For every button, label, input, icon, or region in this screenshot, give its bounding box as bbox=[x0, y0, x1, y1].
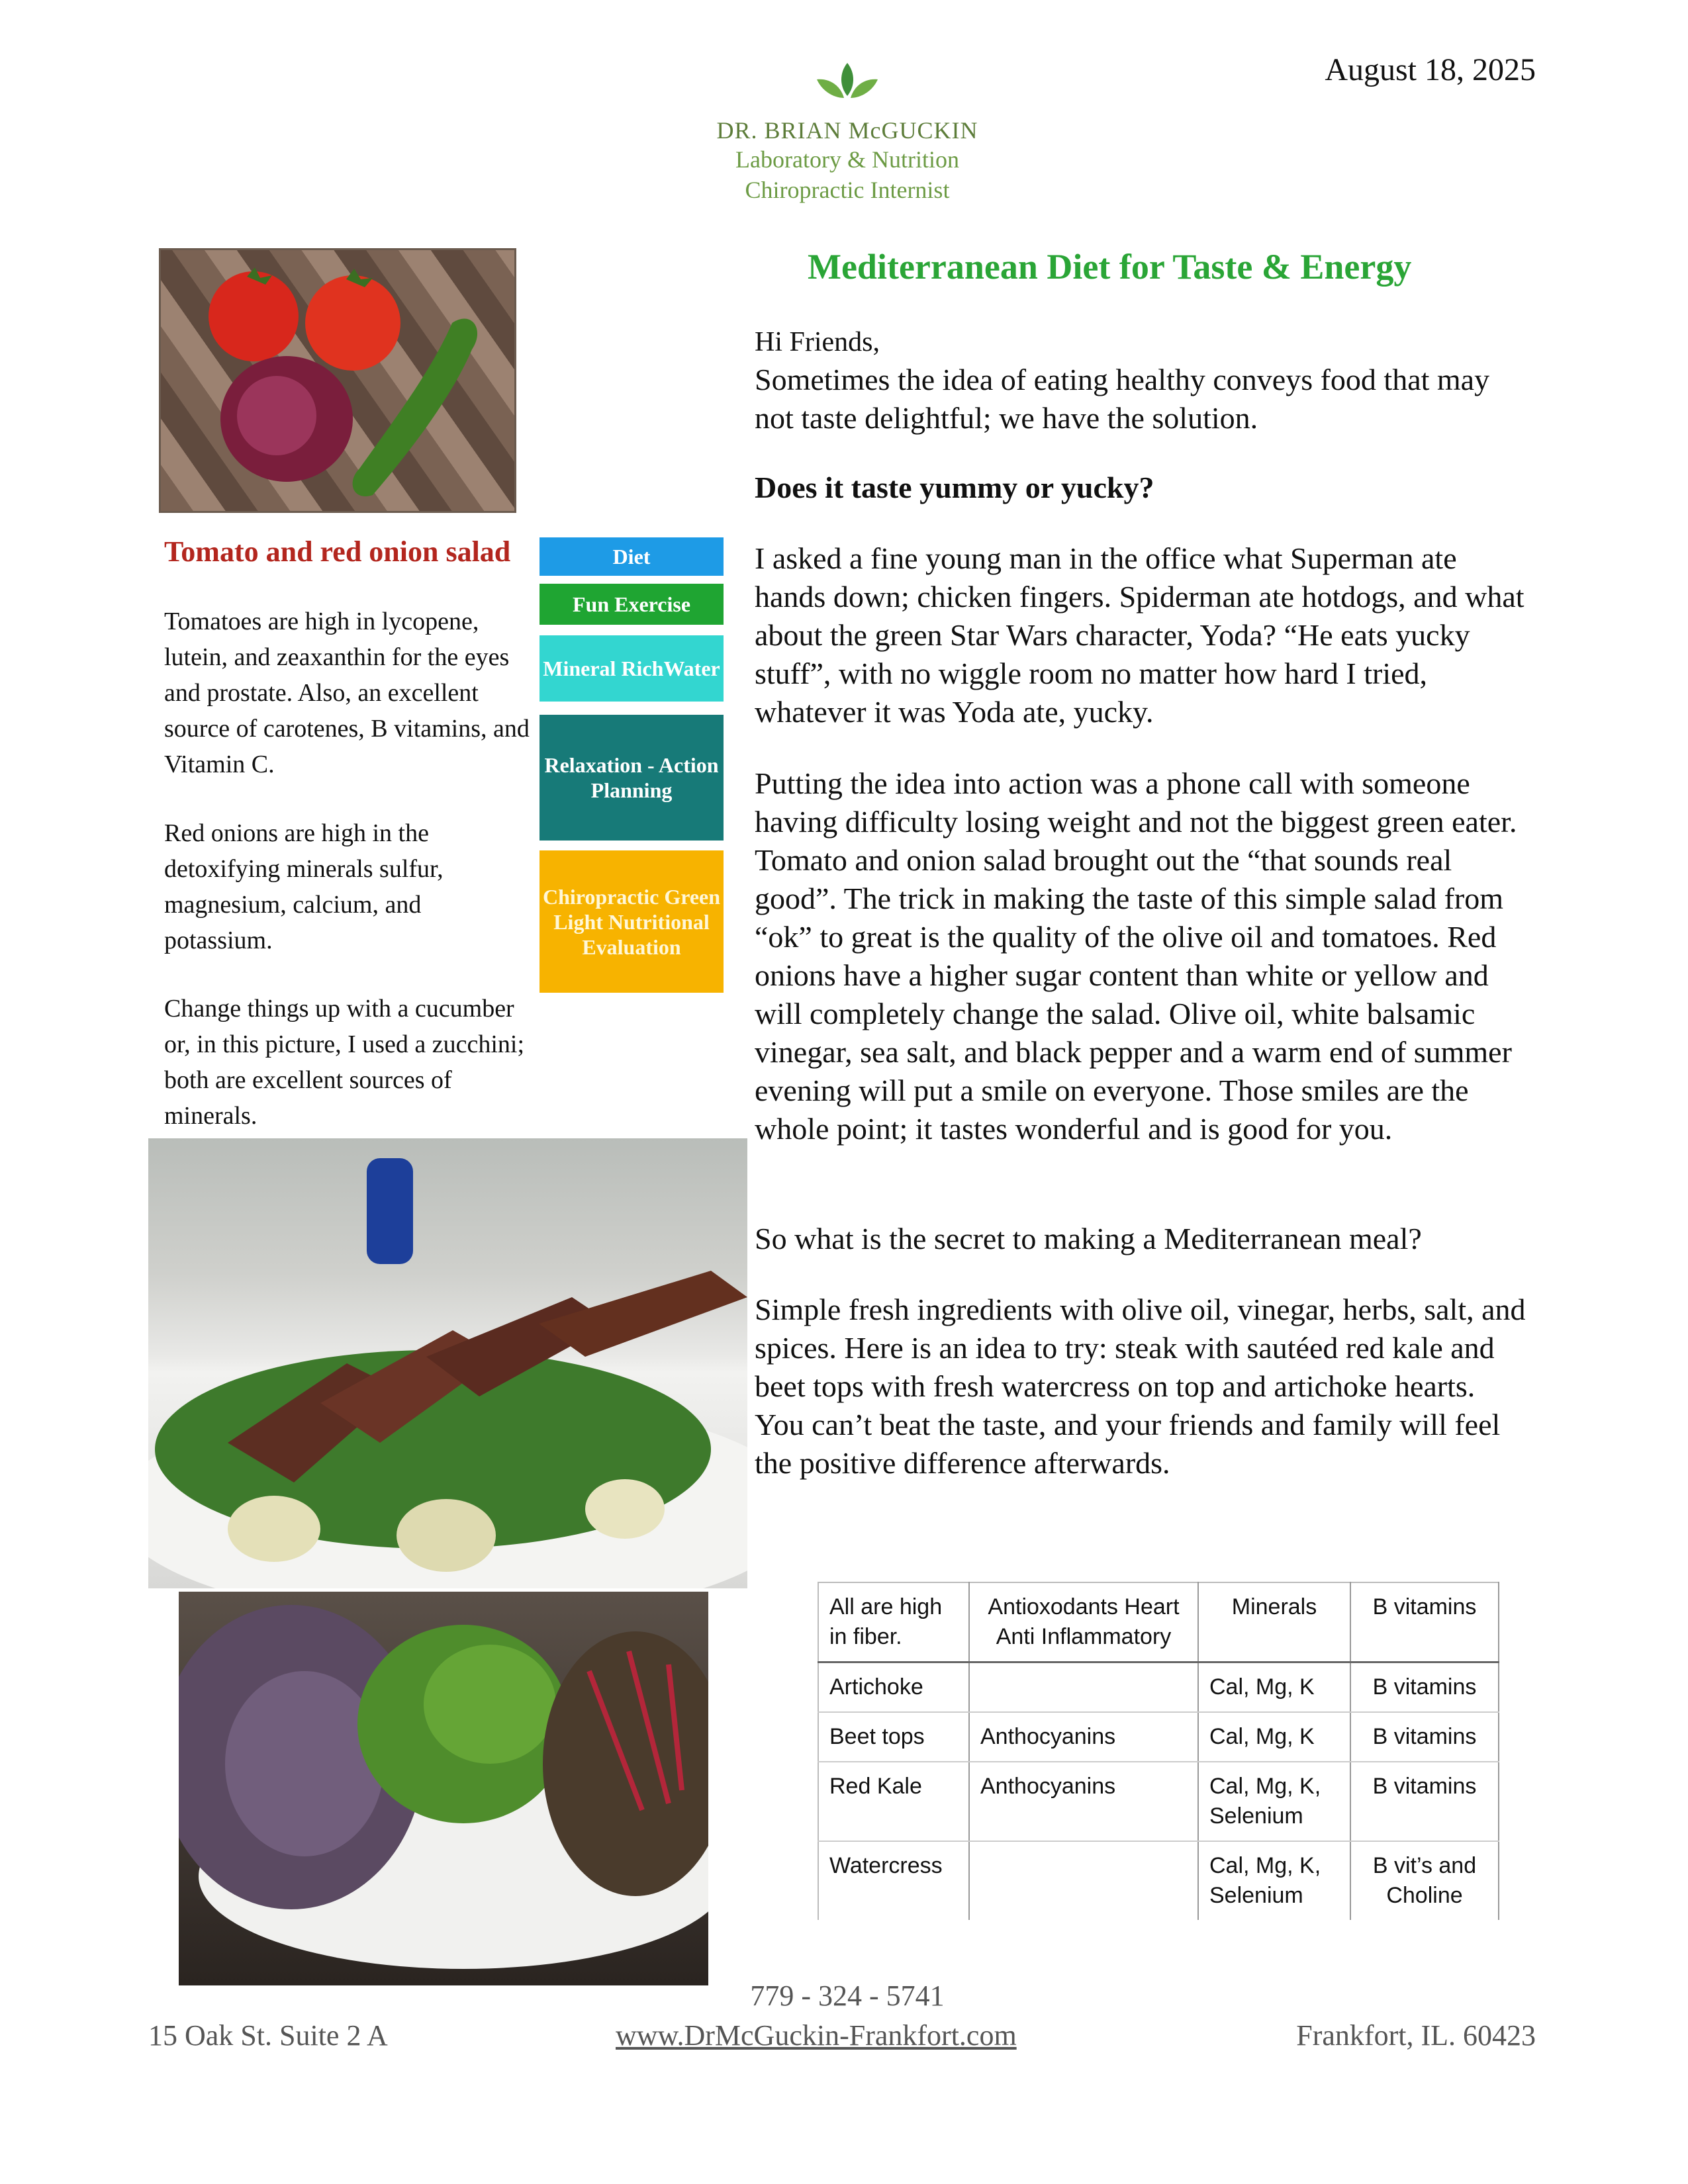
nutrition-table bbox=[818, 1582, 1499, 1920]
footer-city: Frankfort, IL. 60423 bbox=[1296, 2019, 1536, 2052]
article-title: Mediterranean Diet for Taste & Energy bbox=[808, 247, 1412, 287]
table-cell bbox=[969, 1841, 1198, 1920]
greens-illustration-icon bbox=[179, 1592, 708, 1985]
sidebar-paragraph-onions: Red onions are high in the detoxifying minerals sulfur, magnesium, calcium, and potassium. bbox=[164, 819, 444, 954]
greeting: Hi Friends, bbox=[755, 327, 880, 357]
article-paragraph-5: Simple fresh ingredients with olive oil, vinegar, herbs, salt, and spices. Here is an idea to try: steak with sautéed red kale and beet tops with fresh watercress on top and artichoke hearts. You can’t beat the taste, and your friends and family will feel the positive difference afterwards. bbox=[755, 1293, 1526, 1480]
table-row bbox=[818, 1762, 1499, 1841]
steak-salad-photo bbox=[148, 1138, 747, 1588]
table-cell: Cal, Mg, K, Selenium bbox=[1198, 1762, 1350, 1841]
footer-address: 15 Oak St. Suite 2 A bbox=[148, 2019, 388, 2052]
tab-relaxation: Relaxation - Action Planning bbox=[539, 715, 724, 841]
table-header-cell: All are high in fiber. bbox=[818, 1582, 969, 1662]
table-cell: Anthocyanins bbox=[969, 1762, 1198, 1841]
sidebar-paragraph-tomatoes: Tomatoes are high in lycopene, lutein, and zeaxanthin for the eyes and prostate. Also, an excellent source of carotenes, B vitamins, and Vitamin C. bbox=[164, 608, 530, 778]
table-row bbox=[818, 1841, 1499, 1920]
table-cell: Anthocyanins bbox=[969, 1712, 1198, 1762]
table-row bbox=[818, 1662, 1499, 1713]
practice-subtitle-2: Chiropractic Internist bbox=[745, 177, 950, 203]
sidebar-paragraph-zucchini: Change things up with a cucumber or, in this picture, I used a zucchini; both are excellent sources of minerals. bbox=[164, 995, 525, 1130]
greens-plate-photo bbox=[179, 1592, 708, 1985]
tab-diet: Diet bbox=[539, 537, 724, 576]
table-header-cell: B vitamins bbox=[1350, 1582, 1499, 1662]
tomato-onion-zucchini-photo bbox=[159, 248, 516, 513]
tab-fun-exercise: Fun Exercise bbox=[539, 584, 724, 625]
tab-mineral-water: Mineral RichWater bbox=[539, 635, 724, 702]
practice-logo bbox=[662, 60, 1033, 205]
letter-date: August 18, 2025 bbox=[1325, 52, 1536, 87]
table-cell: Beet tops bbox=[818, 1712, 969, 1762]
table-cell: B vitamins bbox=[1350, 1762, 1499, 1841]
table-cell bbox=[969, 1662, 1198, 1713]
article-paragraph-2: I asked a fine young man in the office what Superman ate hands down; chicken fingers. Spiderman ate hotdogs, and what about the green Star Wars character, Yoda? “He eats yucky stuff”, with no wiggle room no matter how hard I tried, whatever it was Yoda ate, yucky. bbox=[755, 541, 1524, 729]
table-cell: B vit’s and Choline bbox=[1350, 1841, 1499, 1920]
article-paragraph-4: So what is the secret to making a Mediterranean meal? bbox=[755, 1222, 1422, 1255]
leaf-logo-icon bbox=[808, 60, 887, 113]
practice-name: DR. BRIAN McGUCKIN bbox=[716, 117, 978, 144]
footer-website-link[interactable]: www.DrMcGuckin-Frankfort.com bbox=[616, 2019, 1017, 2052]
table-cell: B vitamins bbox=[1350, 1662, 1499, 1713]
vegetables-illustration-icon bbox=[161, 250, 516, 513]
table-row bbox=[818, 1712, 1499, 1762]
footer-phone: 779 - 324 - 5741 bbox=[750, 1979, 945, 2012]
table-cell: Artichoke bbox=[818, 1662, 969, 1713]
table-header-cell: Minerals bbox=[1198, 1582, 1350, 1662]
table-cell: Watercress bbox=[818, 1841, 969, 1920]
table-header-row bbox=[818, 1582, 1499, 1662]
table-cell: B vitamins bbox=[1350, 1712, 1499, 1762]
sidebar-title: Tomato and red onion salad bbox=[164, 535, 511, 568]
tab-chiropractic-evaluation: Chiropractic Green Light Nutritional Evaluation bbox=[539, 850, 724, 993]
table-cell: Red Kale bbox=[818, 1762, 969, 1841]
article-paragraph-3: Putting the idea into action was a phone call with someone having difficulty losing weight and not the biggest green eater. Tomato and onion salad brought out the “that sounds real good”. The trick in making the taste of this simple salad from “ok” to great is the quality of the olive oil and tomatoes. Red onions have a higher sugar content than white or yellow and will completely change the salad. Olive oil, white balsamic vinegar, sea salt, and black pepper and a warm end of summer evening will put a smile on everyone. Those smiles are the whole point; it tastes wonderful and is good for you. bbox=[755, 766, 1517, 1146]
table-header-cell: Antioxodants Heart Anti Inflammatory bbox=[969, 1582, 1198, 1662]
steak-plate-illustration-icon bbox=[148, 1138, 747, 1588]
practice-subtitle-1: Laboratory & Nutrition bbox=[735, 146, 959, 173]
table-cell: Cal, Mg, K bbox=[1198, 1662, 1350, 1713]
table-cell: Cal, Mg, K bbox=[1198, 1712, 1350, 1762]
article-paragraph-1: Sometimes the idea of eating healthy conveys food that may not taste delightful; we have the solution. bbox=[755, 363, 1490, 435]
article-question: Does it taste yummy or yucky? bbox=[755, 471, 1154, 504]
table-cell: Cal, Mg, K, Selenium bbox=[1198, 1841, 1350, 1920]
